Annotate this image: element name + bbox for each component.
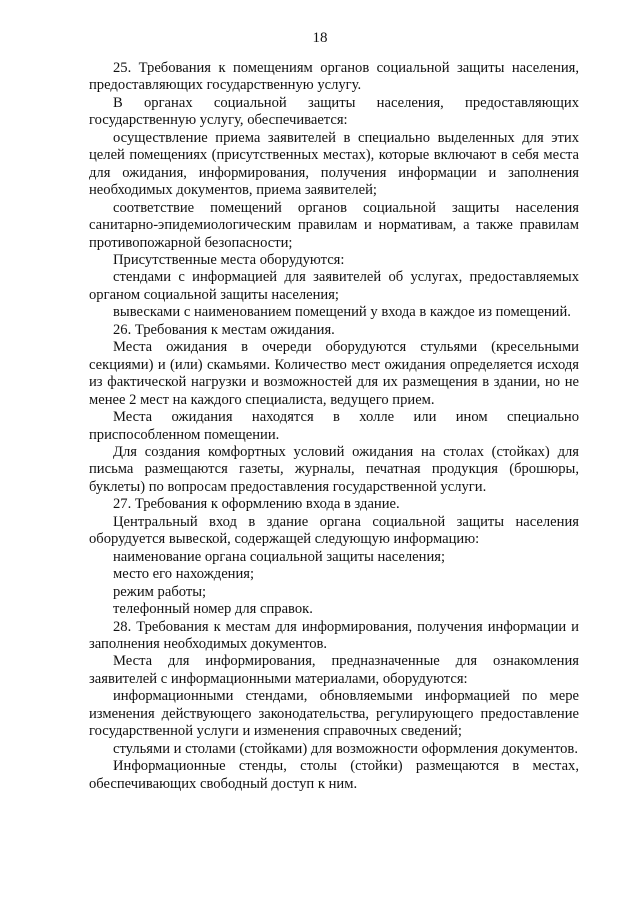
paragraph: Места для информирования, предназначенные для ознакомления заявителей с информационными материалами, оборудуются: bbox=[89, 653, 579, 687]
paragraph: соответствие помещений органов социальной защиты населения санитарно-эпидемиологическим правилам и нормативам, а также правилам противопожарной безопасности; bbox=[89, 199, 579, 251]
page-number: 18 bbox=[312, 30, 328, 46]
paragraph: Места ожидания находятся в холле или ином специально приспособленном помещении. bbox=[89, 409, 579, 443]
paragraph: Для создания комфортных условий ожидания на столах (стойках) для письма размещаются газеты, журналы, печатная продукция (брошюры, буклеты) по вопросам предоставления государственной услуги. bbox=[89, 443, 579, 495]
list-item: наименование органа социальной защиты населения; bbox=[113, 548, 446, 565]
document-body bbox=[89, 60, 579, 793]
section-heading: 28. Требования к местам для информирования, получения информации и заполнения необходимых документов. bbox=[89, 618, 579, 652]
paragraph: Присутственные места оборудуются: bbox=[113, 251, 345, 268]
list-item: телефонный номер для справок. bbox=[113, 601, 313, 618]
section-heading: 26. Требования к местам ожидания. bbox=[113, 321, 335, 338]
section-heading: 27. Требования к оформлению входа в здание. bbox=[113, 496, 400, 513]
paragraph: Центральный вход в здание органа социальной защиты населения оборудуется вывеской, содержащей следующую информацию: bbox=[89, 513, 579, 548]
list-item: режим работы; bbox=[113, 583, 207, 600]
paragraph: стульями и столами (стойками) для возможности оформления документов. bbox=[113, 740, 578, 757]
paragraph: стендами с информацией для заявителей об услугах, предоставляемых органом социальной защиты населения; bbox=[89, 269, 579, 303]
paragraph: 25. Требования к помещениям органов социальной защиты населения, предоставляющих государственную услугу. bbox=[89, 60, 579, 94]
paragraph: В органах социальной защиты населения, предоставляющих государственную услугу, обеспечивается: bbox=[89, 94, 579, 129]
list-item: место его нахождения; bbox=[113, 566, 255, 583]
paragraph: Информационные стенды, столы (стойки) размещаются в местах, обеспечивающих свободный доступ к ним. bbox=[89, 758, 579, 792]
paragraph: осуществление приема заявителей в специально выделенных для этих целей помещениях (присутственных местах), которые включают в себя места для ожидания, информирования, получения информации и заполнения необходимых документов, приема заявителей; bbox=[89, 129, 579, 199]
paragraph: информационными стендами, обновляемыми информацией по мере изменения действующего законодательства, регулирующего предоставление государственной услуги и изменения справочных сведений; bbox=[89, 688, 579, 740]
paragraph: Места ожидания в очереди оборудуются стульями (кресельными секциями) и (или) скамьями. Количество мест ожидания определяется исходя из фактической нагрузки и возможностей для их размещения в здании, но не менее 2 мест на каждого специалиста, ведущего прием. bbox=[89, 339, 579, 408]
paragraph: вывесками с наименованием помещений у входа в каждое из помещений. bbox=[113, 304, 571, 321]
